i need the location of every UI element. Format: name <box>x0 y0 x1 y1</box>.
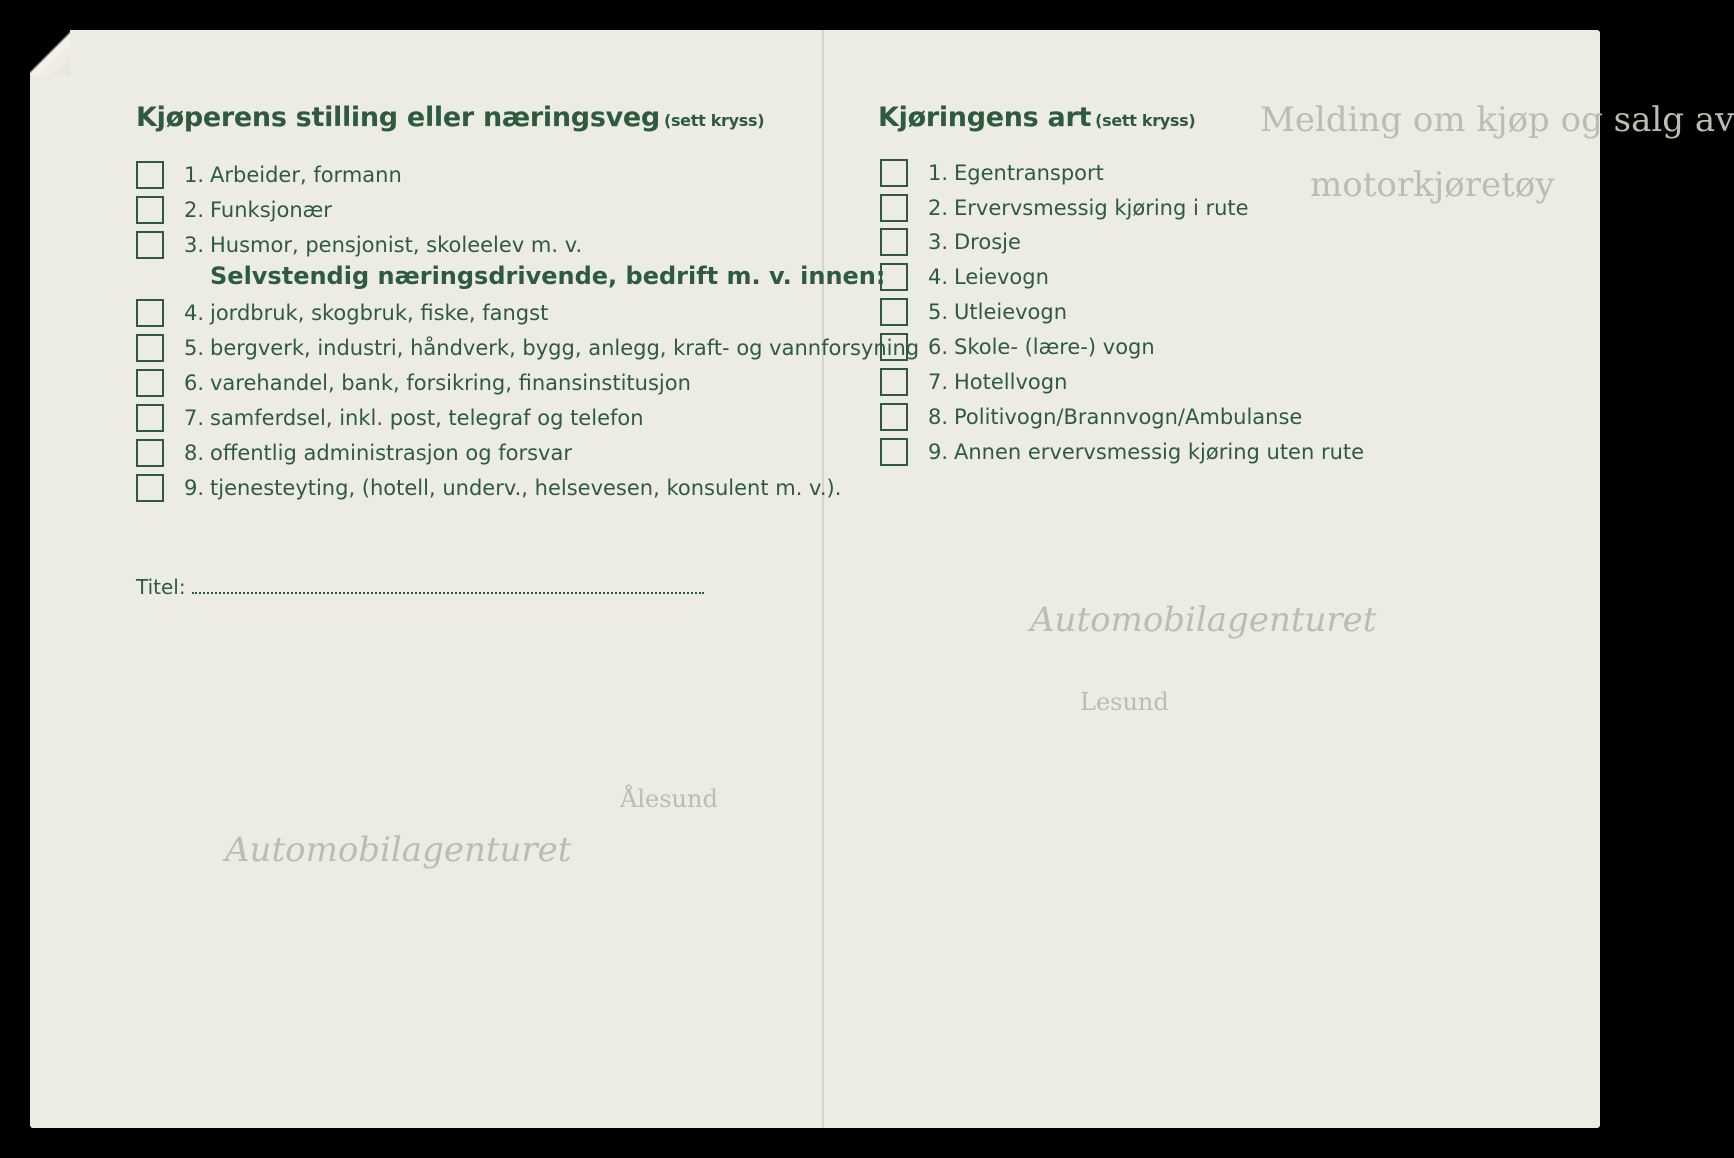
checkbox[interactable] <box>136 404 164 432</box>
list-item <box>136 230 582 260</box>
item-label: Egentransport <box>954 161 1104 185</box>
list-item <box>136 298 548 328</box>
item-label: Drosje <box>954 230 1021 254</box>
list-item <box>880 402 1302 432</box>
item-label: Ervervsmessig kjøring i rute <box>954 196 1249 220</box>
item-label: jordbruk, skogbruk, fiske, fangst <box>210 301 549 325</box>
list-item <box>136 473 841 503</box>
checkbox[interactable] <box>880 194 908 222</box>
item-number: 7. <box>184 406 205 430</box>
list-item <box>136 195 332 225</box>
bleed-through-text: Automobilagenturet <box>225 830 572 870</box>
item-label: Politivogn/Brannvogn/Ambulanse <box>954 405 1303 429</box>
checkbox[interactable] <box>136 369 164 397</box>
list-item <box>880 262 1049 292</box>
list-item <box>136 333 919 363</box>
checkbox[interactable] <box>880 333 908 361</box>
item-number: 3. <box>928 230 949 254</box>
bleed-through-text: motorkjøretøy <box>1310 165 1555 205</box>
item-label: samferdsel, inkl. post, telegraf og telefon <box>210 406 644 430</box>
list-item <box>880 158 1104 188</box>
item-number: 8. <box>184 441 205 465</box>
item-number: 5. <box>928 300 949 324</box>
bleed-through-text: Melding om kjøp og salg av <box>1260 100 1734 140</box>
checkbox[interactable] <box>880 438 908 466</box>
titel-field <box>136 575 704 599</box>
titel-dotted-line[interactable] <box>192 580 704 594</box>
bleed-through-text: Lesund <box>1080 688 1169 716</box>
list-item <box>136 368 691 398</box>
item-number: 6. <box>928 335 949 359</box>
item-number: 5. <box>184 336 205 360</box>
checkbox[interactable] <box>880 403 908 431</box>
item-number: 4. <box>928 265 949 289</box>
checkbox[interactable] <box>136 299 164 327</box>
left-heading-text: Kjøperens stilling eller næringsveg <box>136 102 660 133</box>
list-item <box>880 437 1364 467</box>
list-item <box>880 227 1021 257</box>
left-heading-note: (sett kryss) <box>663 111 765 130</box>
item-label: Funksjonær <box>210 198 332 222</box>
item-number: 9. <box>184 476 205 500</box>
item-number: 4. <box>184 301 205 325</box>
item-number: 7. <box>928 370 949 394</box>
right-heading-text: Kjøringens art <box>878 102 1092 133</box>
right-heading <box>878 102 1195 133</box>
checkbox[interactable] <box>136 334 164 362</box>
item-number: 2. <box>184 198 205 222</box>
bleed-through-text: Ålesund <box>620 785 718 813</box>
list-item <box>136 403 644 433</box>
checkbox[interactable] <box>880 159 908 187</box>
checkbox[interactable] <box>880 263 908 291</box>
fold-line <box>822 30 824 1128</box>
item-label: varehandel, bank, forsikring, finansinstitusjon <box>210 371 691 395</box>
checkbox[interactable] <box>136 196 164 224</box>
item-number: 6. <box>184 371 205 395</box>
checkbox[interactable] <box>136 231 164 259</box>
item-number: 1. <box>928 161 949 185</box>
checkbox[interactable] <box>880 228 908 256</box>
list-item <box>880 367 1067 397</box>
item-label: Annen ervervsmessig kjøring uten rute <box>954 440 1365 464</box>
item-number: 1. <box>184 163 205 187</box>
item-number: 9. <box>928 440 949 464</box>
list-item <box>880 332 1155 362</box>
list-item <box>880 193 1249 223</box>
item-label: Utleievogn <box>954 300 1068 324</box>
bleed-through-text: Automobilagenturet <box>1030 600 1377 640</box>
list-item <box>136 160 402 190</box>
checkbox[interactable] <box>136 474 164 502</box>
list-item <box>136 438 572 468</box>
form-sheet <box>30 30 1734 1128</box>
checkbox[interactable] <box>136 439 164 467</box>
item-label: Skole- (lære-) vogn <box>954 335 1155 359</box>
item-label: bergverk, industri, håndverk, bygg, anlegg, kraft- og vannforsyning <box>210 336 920 360</box>
left-heading <box>136 102 764 133</box>
checkbox[interactable] <box>880 368 908 396</box>
item-number: 2. <box>928 196 949 220</box>
item-number: 3. <box>184 233 205 257</box>
item-label: Hotellvogn <box>954 370 1068 394</box>
list-item <box>880 297 1067 327</box>
right-heading-note: (sett kryss) <box>1095 111 1196 130</box>
item-number: 8. <box>928 405 949 429</box>
item-label: offentlig administrasjon og forsvar <box>210 441 572 465</box>
checkbox[interactable] <box>136 161 164 189</box>
checkbox[interactable] <box>880 298 908 326</box>
item-label: Leievogn <box>954 265 1049 289</box>
titel-label: Titel: <box>136 575 186 599</box>
item-label: Arbeider, formann <box>210 163 402 187</box>
item-label: tjenesteyting, (hotell, underv., helsevesen, konsulent m. v.). <box>210 476 842 500</box>
subheading: Selvstendig næringsdrivende, bedrift m. v. innen: <box>210 262 886 290</box>
item-label: Husmor, pensjonist, skoleelev m. v. <box>210 233 583 257</box>
